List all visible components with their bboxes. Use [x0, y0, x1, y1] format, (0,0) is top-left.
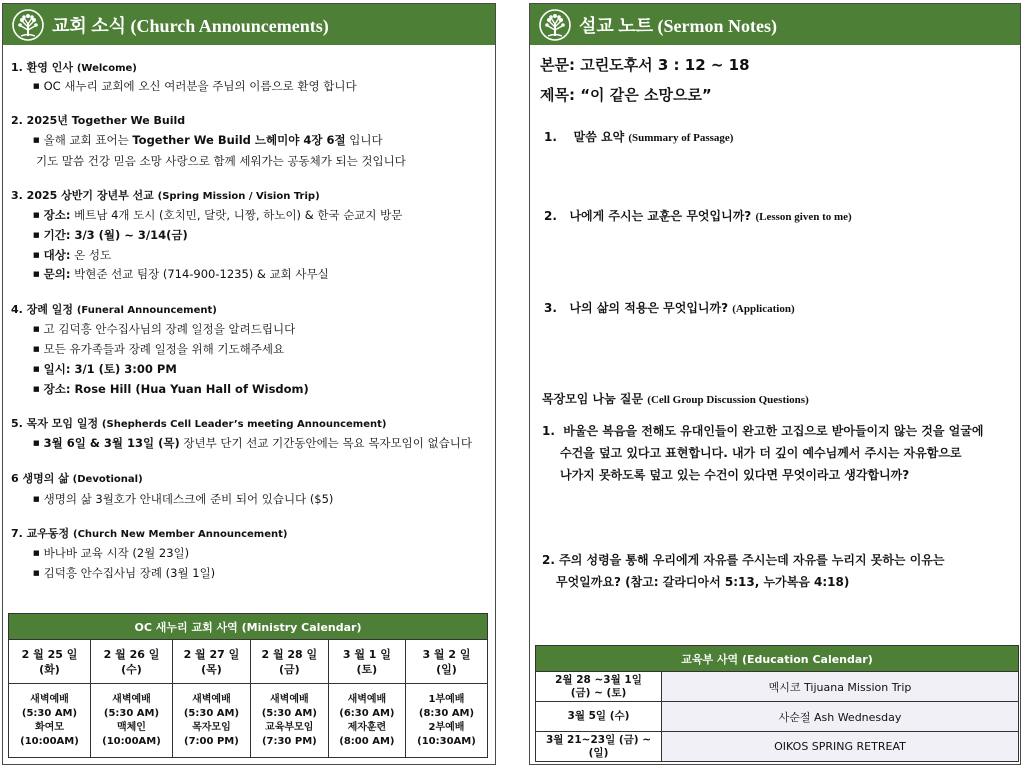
section-title-devotional: 6 생명의 삶 (Devotional) — [11, 472, 143, 485]
church-tree-logo-icon — [12, 9, 44, 41]
sermon-notes-panel — [529, 3, 1021, 765]
calendar-day-header: 3 월 2 일 (일) — [405, 640, 487, 684]
section-title-mission: 3. 2025 상반기 장년부 선교 (Spring Mission / Vision Trip) — [11, 189, 320, 202]
education-event-cell: 사순절 Ash Wednesday — [662, 702, 1019, 732]
announcements-panel — [2, 3, 496, 765]
scripture-passage: 본문: 고린도후서 3 : 12 ~ 18 — [540, 56, 750, 74]
calendar-events-cell: 새벽예배 (5:30 AM) 맥체인 (10:00AM) — [90, 684, 172, 758]
bullet-icon: ■ — [33, 345, 40, 353]
bullet-icon: ■ — [33, 495, 40, 503]
list-item: ■ 대상: 온 성도 — [33, 248, 112, 262]
bullet-icon: ■ — [33, 325, 40, 333]
calendar-day-header: 2 월 25 일 (화) — [9, 640, 91, 684]
education-date-cell: 3월 21~23일 (금) ~ (일) — [536, 732, 662, 762]
note-question: 2. 나에게 주시는 교훈은 무엇입니까? (Lesson given to me) — [544, 209, 852, 223]
education-date-cell: 2월 28 ~3월 1일 (금) ~ (토) — [536, 672, 662, 702]
discussion-question-continuation: 수건을 덮고 있다고 표현합니다. 내가 더 깊이 예수님께서 주시는 자유함으로 — [560, 446, 962, 460]
discussion-question: 2. 주의 성령을 통해 우리에게 자유를 주시는데 자유를 누리지 못하는 이유는 — [542, 553, 945, 567]
bullet-icon: ■ — [33, 365, 40, 373]
list-item: ■ 기간: 3/3 (월) ~ 3/14(금) — [33, 228, 188, 242]
bullet-icon: ■ — [33, 270, 40, 278]
calendar-day-header: 2 월 27 일 (목) — [172, 640, 250, 684]
church-tree-logo-icon — [539, 9, 571, 41]
list-item: ■ OC 새누리 교회에 오신 여러분을 주님의 이름으로 환영 합니다 — [33, 79, 357, 93]
note-question: 1. 말씀 요약 (Summary of Passage) — [544, 130, 734, 144]
announcements-title: 교회 소식 (Church Announcements) — [52, 15, 329, 36]
ministry-calendar-title: OC 새누리 교회 사역 (Ministry Calendar) — [9, 614, 488, 640]
bullet-icon: ■ — [33, 385, 40, 393]
ministry-calendar-table — [8, 613, 488, 758]
list-item: ■ 김덕흥 안수집사님 장례 (3월 1일) — [33, 566, 216, 580]
sermon-title: 제목: “이 같은 소망으로” — [540, 86, 712, 104]
discussion-heading: 목장모임 나눔 질문 (Cell Group Discussion Questions) — [542, 392, 809, 406]
list-item: ■ 3월 6일 & 3월 13일 (목) 장년부 단기 선교 기간동안에는 목요 목자모임이 없습니다 — [33, 436, 472, 450]
section-title-funeral: 4. 장례 일정 (Funeral Announcement) — [11, 303, 217, 316]
education-date-cell: 3월 5일 (수) — [536, 702, 662, 732]
list-item: ■ 바나바 교육 시작 (2월 23일) — [33, 546, 190, 560]
list-item: ■ 일시: 3/1 (토) 3:00 PM — [33, 362, 177, 376]
bullet-icon: ■ — [33, 231, 40, 239]
bullet-icon: ■ — [33, 251, 40, 259]
bullet-icon: ■ — [33, 439, 40, 447]
calendar-day-header: 2 월 26 일 (수) — [90, 640, 172, 684]
section-title-welcome: 1. 환영 인사 (Welcome) — [11, 61, 137, 74]
discussion-question: 1. 바울은 복음을 전해도 유대인들이 완고한 고집으로 받아들이지 않는 것을 얼굴에 — [542, 424, 984, 438]
calendar-events-cell: 새벽예배 (5:30 AM) 목자모임 (7:00 PM) — [172, 684, 250, 758]
bullet-icon: ■ — [33, 82, 40, 90]
bullet-icon: ■ — [33, 211, 40, 219]
note-question: 3. 나의 삶의 적용은 무엇입니까? (Application) — [544, 301, 795, 315]
education-calendar-table — [535, 645, 1019, 762]
education-calendar-title: 교육부 사역 (Education Calendar) — [536, 646, 1019, 672]
list-item-continuation: 기도 말씀 건강 믿음 소망 사랑으로 함께 세워가는 공동체가 되는 것입니다 — [36, 154, 406, 168]
bullet-icon: ■ — [33, 569, 40, 577]
discussion-question-continuation: 나가지 못하도록 덮고 있는 수건이 있다면 무엇이라고 생각합니까? — [560, 468, 910, 482]
sermon-header — [530, 4, 1020, 45]
calendar-events-cell: 새벽예배 (5:30 AM) 교육부모임 (7:30 PM) — [250, 684, 328, 758]
section-title-members: 7. 교우동정 (Church New Member Announcement) — [11, 527, 288, 540]
calendar-events-cell: 새벽예배 (6:30 AM) 제자훈련 (8:00 AM) — [328, 684, 405, 758]
announcements-header — [3, 4, 495, 45]
list-item: ■ 고 김덕흥 안수집사님의 장례 일정을 알려드립니다 — [33, 322, 296, 336]
section-title-theme: 2. 2025년 Together We Build — [11, 114, 186, 127]
list-item: ■ 생명의 삶 3월호가 안내데스크에 준비 되어 있습니다 ($5) — [33, 492, 334, 506]
list-item: ■ 장소: Rose Hill (Hua Yuan Hall of Wisdom) — [33, 382, 309, 396]
sermon-notes-title: 설교 노트 (Sermon Notes) — [579, 15, 778, 36]
list-item: ■ 문의: 박현준 선교 팀장 (714-900-1235) & 교회 사무실 — [33, 267, 329, 281]
list-item: ■ 모든 유가족들과 장례 일정을 위해 기도해주세요 — [33, 342, 285, 356]
calendar-events-cell: 1부예배 (8:30 AM) 2부예배 (10:30AM) — [405, 684, 487, 758]
education-event-cell: OIKOS SPRING RETREAT — [662, 732, 1019, 762]
calendar-events-cell: 새벽예배 (5:30 AM) 화여모 (10:00AM) — [9, 684, 91, 758]
list-item: ■ 장소: 베트남 4개 도시 (호치민, 달랏, 니짱, 하노이) & 한국 순교지 방문 — [33, 208, 403, 222]
section-title-shepherds: 5. 목자 모임 일정 (Shepherds Cell Leader’s meeting Announcement) — [11, 417, 387, 430]
discussion-question-continuation: 무엇일까요? (참고: 갈라디아서 5:13, 누가복음 4:18) — [556, 575, 850, 589]
education-event-cell: 멕시코 Tijuana Mission Trip — [662, 672, 1019, 702]
bullet-icon: ■ — [33, 549, 40, 557]
calendar-day-header: 2 월 28 일 (금) — [250, 640, 328, 684]
calendar-day-header: 3 월 1 일 (토) — [328, 640, 405, 684]
bullet-icon: ■ — [33, 136, 40, 144]
list-item: ■ 올해 교회 표어는 Together We Build 느헤미야 4장 6절 입니다 — [33, 133, 383, 147]
